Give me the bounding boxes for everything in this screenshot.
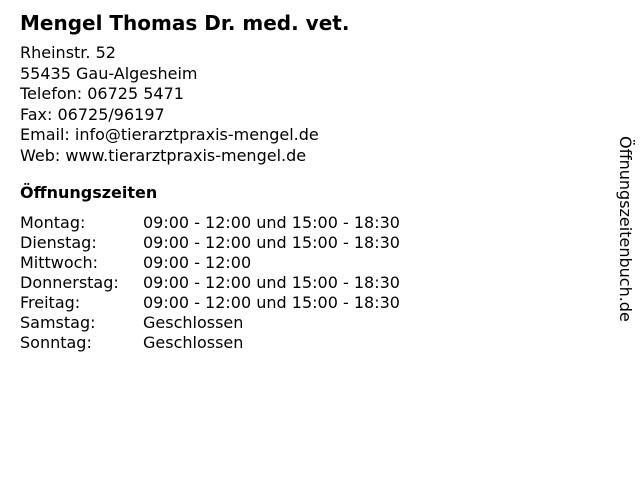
hours-value: 09:00 - 12:00 und 15:00 - 18:30 (143, 273, 400, 292)
hours-row-monday (20, 213, 400, 233)
email-address: Email: info@tierarztpraxis-mengel.de (20, 125, 319, 144)
business-name: Mengel Thomas Dr. med. vet. (20, 11, 350, 35)
hours-value: Geschlossen (143, 313, 244, 332)
city-address: 55435 Gau-Algesheim (20, 63, 198, 83)
hours-value: 09:00 - 12:00 und 15:00 - 18:30 (143, 293, 400, 312)
hours-value: 09:00 - 12:00 und 15:00 - 18:30 (143, 213, 400, 232)
day-label: Sonntag: (20, 333, 92, 352)
hours-row-tuesday (20, 233, 400, 253)
hours-row-sunday (20, 333, 400, 353)
opening-hours-table (20, 213, 400, 353)
hours-value: 09:00 - 12:00 (143, 253, 252, 272)
fax-number: Fax: 06725/96197 (20, 104, 165, 124)
hours-value: Geschlossen (143, 333, 244, 352)
contact-block (20, 43, 319, 166)
hours-row-wednesday (20, 253, 400, 273)
hours-row-saturday (20, 313, 400, 333)
day-label: Donnerstag: (20, 273, 119, 292)
opening-hours-heading: Öffnungszeiten (20, 183, 158, 202)
day-label: Montag: (20, 213, 86, 232)
website-address: Web: www.tierarztpraxis-mengel.de (20, 145, 307, 165)
hours-row-friday (20, 293, 400, 313)
day-label: Freitag: (20, 293, 81, 312)
brand-watermark: Öffnungszeitenbuch.de (616, 136, 635, 322)
phone-number: Telefon: 06725 5471 (20, 84, 184, 103)
hours-row-thursday (20, 273, 400, 293)
day-label: Dienstag: (20, 233, 97, 252)
day-label: Samstag: (20, 313, 96, 332)
street-address: Rheinstr. 52 (20, 43, 116, 62)
day-label: Mittwoch: (20, 253, 98, 272)
hours-value: 09:00 - 12:00 und 15:00 - 18:30 (143, 233, 400, 252)
